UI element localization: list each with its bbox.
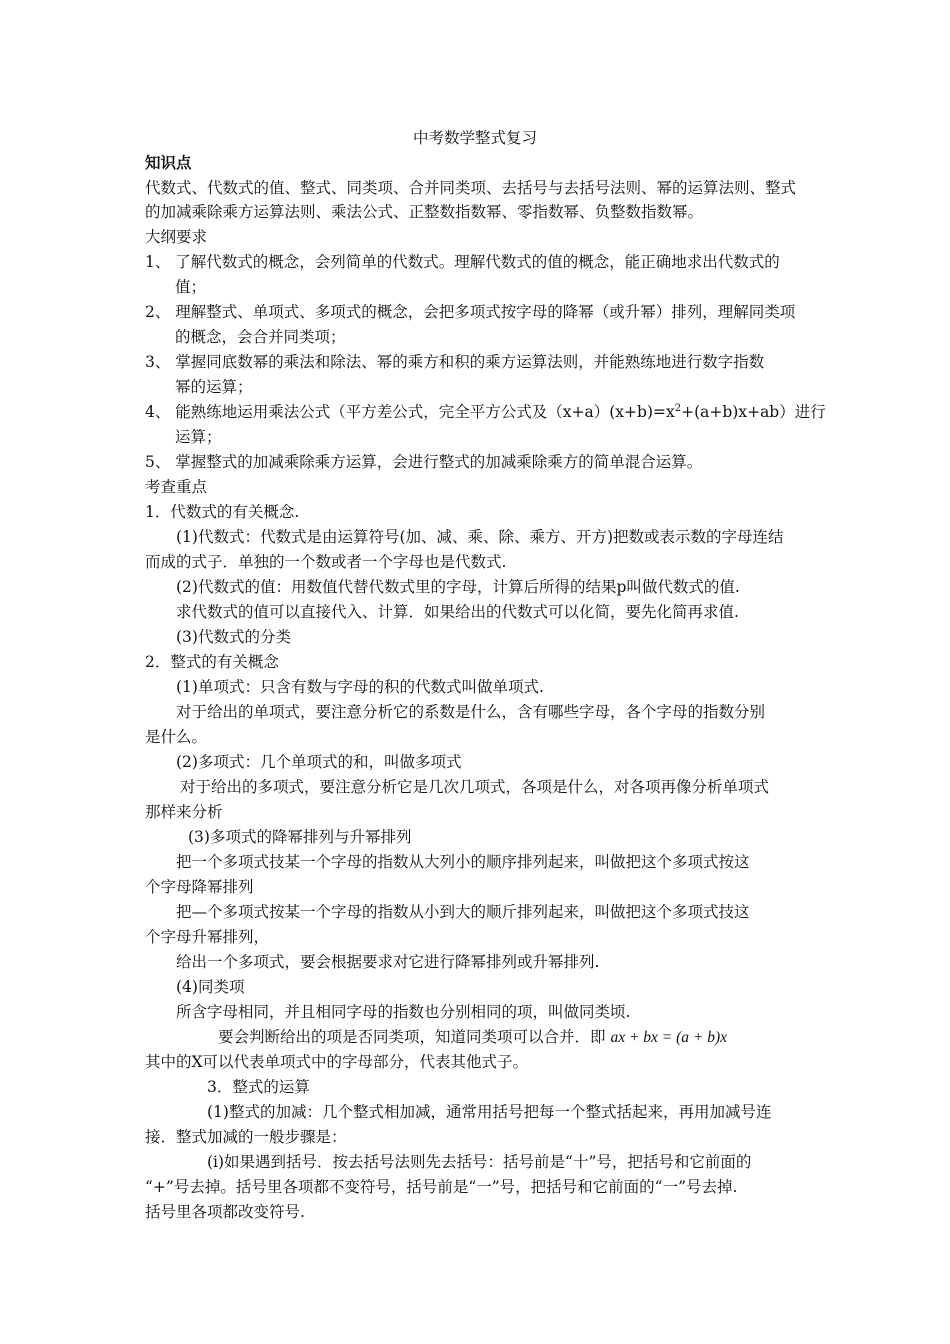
section-2-4: (4)同类项 [176,978,245,996]
knowledge-text-line-1: 代数式、代数式的值、整式、同类项、合并同类项、去括号与去括号法则、幂的运算法则、整式 [145,179,797,197]
section-1-1-line-2: 而成的式子．单独的一个数或者一个字母也是代数式. [145,553,507,571]
section-3-1-i-line-1: (i)如果遇到括号．按去括号法则先去括号：括号前是“十”号，把括号和它前面的 [207,1153,752,1171]
requirement-2-line-2: 的概念，会合并同类项； [175,328,346,346]
section-1-heading: 1．代数式的有关概念. [145,503,300,521]
requirement-3-line-2: 幂的运算； [175,378,253,396]
section-2-4-note: 其中的X可以代表单项式中的字母部分，代表其他式子。 [145,1053,529,1071]
heading-outline-requirements: 大纲要求 [145,228,208,246]
section-2-4-definition: 所含字母相同，并且相同字母的指数也分别相同的项，叫做同类顷. [176,1003,631,1021]
section-2-1-note-line-2: 是什么。 [145,728,208,746]
section-2-1-note-line-1: 对于给出的单项式，要注意分析它的系数是什么，含有哪些字母，各个字母的指数分别 [176,703,766,721]
section-2-4-rule-text: 要会判断给出的项是否同类项，知道同类项可以合并．即 [218,1028,606,1046]
requirement-4-superscript: 2 [674,402,682,414]
section-2-heading: 2．整式的有关概念 [145,653,279,671]
section-2-2-note-line-2: 那样来分析 [145,803,223,821]
section-2-3: (3)多项式的降幂排列与升幂排列 [188,828,412,846]
heading-exam-focus: 考查重点 [145,478,208,496]
section-2-3-note: 给出一个多项式，要会根据要求对它进行降幂排列或升幂排列. [176,953,600,971]
requirement-4-text-before: 4、 能熟练地运用乘法公式（平方差公式，完全平方公式及（x+a）(x+b)=x [145,403,675,421]
document-title: 中考数学整式复习 [412,129,537,147]
section-2-4-rule [218,1027,727,1048]
section-2-3-desc-line-2: 个字母降幂排列 [145,878,254,896]
section-3-1-line-1: (1)整式的加减：几个整式相加减，通常用括号把每一个整式括起来，再用加减号连 [207,1103,772,1121]
section-1-2-line-1: (2)代数式的值：用数值代替代数式里的字母，计算后所得的结果p叫做代数式的值. [176,578,740,596]
section-1-3: (3)代数式的分类 [176,628,291,646]
section-3-heading: 3．整式的运算 [207,1078,310,1096]
section-1-2-line-2: 求代数式的值可以直接代入、计算．如果给出的代数式可以化简，要先化简再求值. [176,603,739,621]
requirement-1-line-1: 1、 了解代数式的概念，会列简单的代数式。理解代数式的值的概念，能正确地求出代数式的 [145,253,780,271]
requirement-4-text-after: +(a+b)x+ab）进行 [681,403,826,421]
requirement-2-line-1: 2、 理解整式、单项式、多项式的概念，会把多项式按字母的降幂（或升幂）排列，理解同类项 [145,303,796,321]
requirement-4-line-1 [145,402,826,422]
requirement-4-line-2: 运算； [175,428,222,446]
heading-knowledge-points: 知识点 [145,153,192,172]
section-2-3-asc-line-2: 个字母升幂排列， [145,928,270,946]
section-3-1-i-line-3: 括号里各项都改变符号. [145,1203,305,1221]
like-terms-formula: ax + bx = (a + b)x [610,1029,728,1046]
section-1-1-line-1: (1)代数式：代数式是由运算符号(加、减、乘、除、乘方、开方)把数或表示数的字母连结 [176,528,784,546]
requirement-3-line-1: 3、 掌握同底数幂的乘法和除法、幂的乘方和积的乘方运算法则，并能熟练地进行数字指数 [145,353,765,371]
section-2-1: (1)单项式：只含有数与字母的积的代数式叫做单项式. [176,678,544,696]
section-3-1-i-line-2: “+”号去掉。括号里各项都不变符号，括号前是“一”号，把括号和它前面的“一”号去掉. [145,1178,738,1196]
requirement-5: 5、 掌握整式的加减乘除乘方运算，会进行整式的加减乘除乘方的简单混合运算。 [145,453,703,471]
requirement-1-line-2: 值； [175,278,207,296]
section-2-2: (2)多项式：几个单项式的和，叫做多项式 [176,753,462,771]
knowledge-text-line-2: 的加减乘除乘方运算法则、乘法公式、正整数指数幂、零指数幂、负整数指数幂。 [145,203,704,221]
section-2-3-asc-line-1: 把—个多项式按某一个字母的指数从小到大的顺斤排列起来，叫做把这个多项式技这 [176,903,750,921]
section-2-2-note-line-1: 对于给出的多项式，要注意分析它是几次几项式，各项是什么，对各项再像分析单项式 [180,778,770,796]
section-3-1-line-2: 接．整式加减的一般步骤是： [145,1128,347,1146]
section-2-3-desc-line-1: 把一个多项式技某一个字母的指数从大列小的顺序排列起来，叫做把这个多项式按这 [176,853,750,871]
